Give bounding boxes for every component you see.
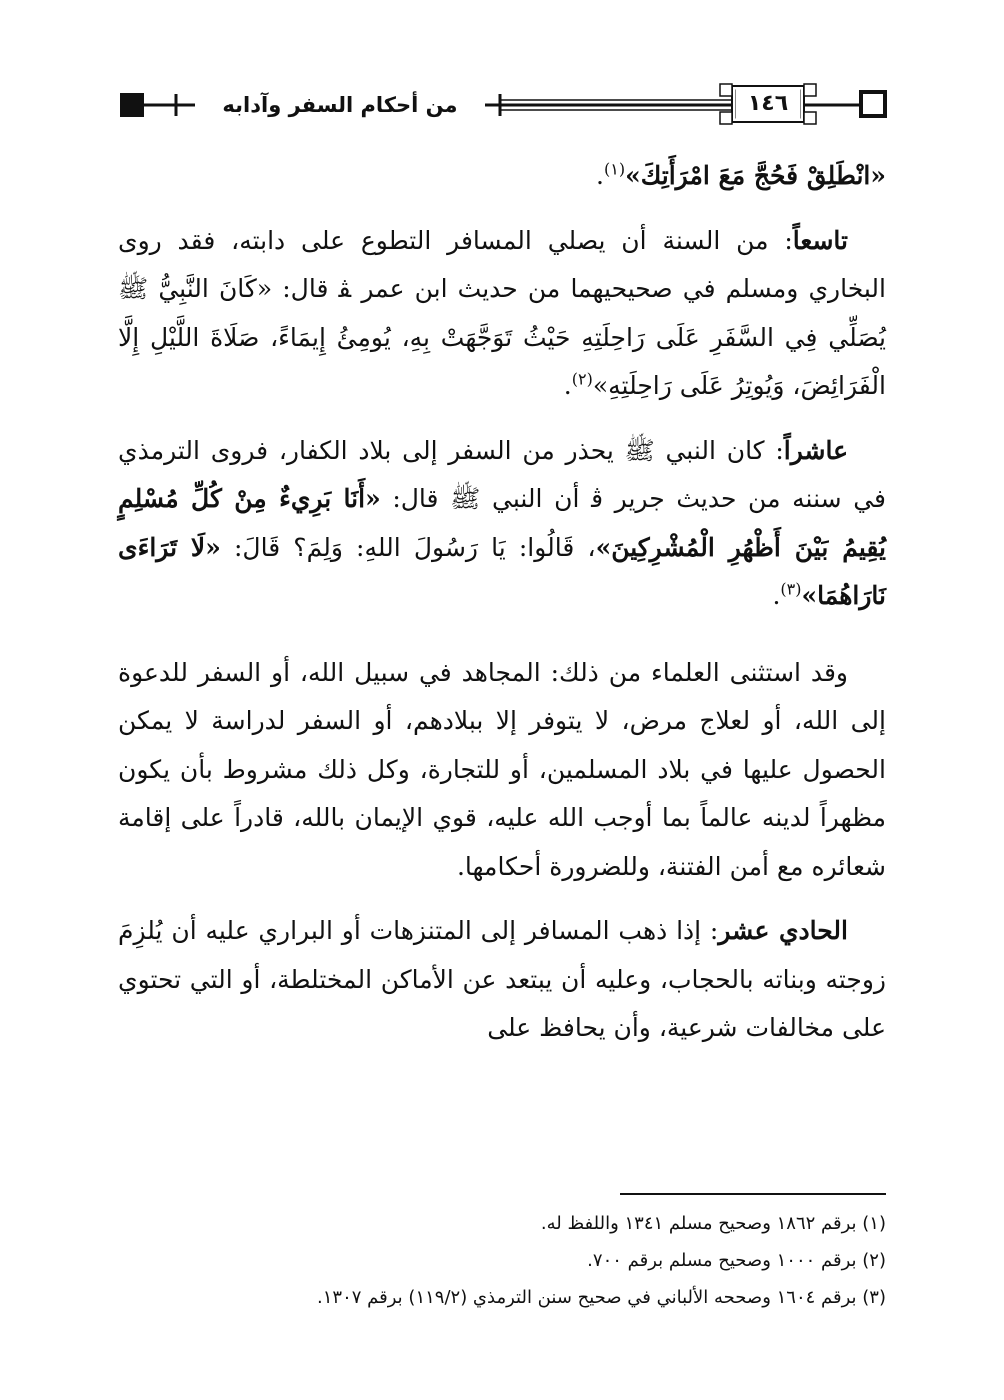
footnote-ref-2: (٢)	[571, 369, 593, 389]
sentence-end: .	[563, 371, 572, 400]
section-lead-eleventh: الحادي عشر	[718, 916, 848, 945]
sentence-end: .	[772, 581, 781, 610]
paragraph-3	[118, 427, 886, 621]
paragraph-text: وقد استثنى العلماء من ذلك: المجاهد في سبيل الله، أو السفر للدعوة إلى الله، أو لعلاج مرض، لا يتوفر إلا ببلادهم، أو السفر لدراسة لا يمكن الحصول عليها في بلاد المسلمين، أو للتجارة، وكل ذلك مشروط بأن يكون مظهراً لدينه عالماً بما أوجب الله عليه، قوي الإيمان بالله، قادراً على إقامة شعائره مع أمن الفتنة، وللضرورة أحكامها.	[118, 657, 886, 881]
footnote-ref-1: (١)	[603, 159, 626, 179]
hadith-quote: «لَا تَرَاءَى نَارَاهُمَا»	[118, 532, 886, 610]
paragraph-2	[118, 217, 886, 411]
footnotes	[118, 1205, 886, 1316]
paragraph-text: : من السنة أن يصلي المسافر التطوع على دابته، فقد روى البخاري ومسلم في صحيحيهما من حديث ابن عمر ﭭ قال:	[118, 225, 886, 303]
footnote-separator	[620, 1193, 886, 1195]
paragraph-4	[118, 649, 886, 892]
sentence-end: .	[596, 161, 604, 190]
footnote-3: (٣) برقم ١٦٠٤ وصححه الألباني في صحيح سنن الترمذي (١١٩/٢) برقم ١٣٠٧.	[317, 1287, 886, 1308]
paragraph-1	[118, 152, 886, 201]
paragraph-text: : كان النبي ﷺ يحذر من السفر إلى بلاد الكفار، فروى الترمذي في سننه من حديث جرير ﭬ أن النبي ﷺ قال:	[118, 435, 886, 513]
paragraph-5	[118, 907, 886, 1053]
section-lead-ninth: تاسعاً	[792, 225, 848, 255]
hadith-quote: «انْطَلِقْ فَحُجَّ مَعَ امْرَأَتِكَ»	[625, 161, 886, 190]
header-ornament	[0, 0, 1004, 140]
running-title: من أحكام السفر وآدابه	[195, 90, 485, 120]
main-text	[118, 152, 886, 1053]
hadith-quote: «أَنَا بَرِيءٌ مِنْ كُلِّ مُسْلِمٍ يُقِيمُ بَيْنَ أَظْهُرِ الْمُشْرِكِينَ»	[118, 484, 886, 562]
paragraph-text: ، قَالُوا: يَا رَسُولَ اللهِ: وَلِمَ؟ قَالَ:	[220, 532, 596, 562]
footnote-2: (٢) برقم ١٠٠٠ وصحيح مسلم برقم ٧٠٠.	[587, 1250, 886, 1271]
footnote-ref-3: (٣)	[780, 579, 802, 599]
running-header	[0, 0, 1004, 140]
page-number: ١٤٦	[736, 88, 800, 120]
paragraph-text: : إذا ذهب المسافر إلى المتنزهات أو البراري عليه أن يُلزِمَ زوجته وبناته بالحجاب، وعليه أن يبتعد عن الأماكن المختلطة، أو التي تحتوي على مخالفات شرعية، وأن يحافظ على	[118, 916, 886, 1042]
footnote-1: (١) برقم ١٨٦٢ وصحيح مسلم ١٣٤١ واللفظ له.	[540, 1213, 886, 1234]
section-lead-tenth: عاشراً	[783, 435, 848, 465]
hadith-quote: «كَانَ النَّبِيُّ ﷺ يُصَلِّي فِي السَّفَرِ عَلَى رَاحِلَتِهِ حَيْثُ تَوَجَّهَتْ بِهِ، يُومِئُ إِيمَاءً، صَلَاةَ اللَّيْلِ إِلَّا الْفَرَائِضَ، وَيُوتِرُ عَلَى رَاحِلَتِهِ»	[118, 274, 886, 400]
